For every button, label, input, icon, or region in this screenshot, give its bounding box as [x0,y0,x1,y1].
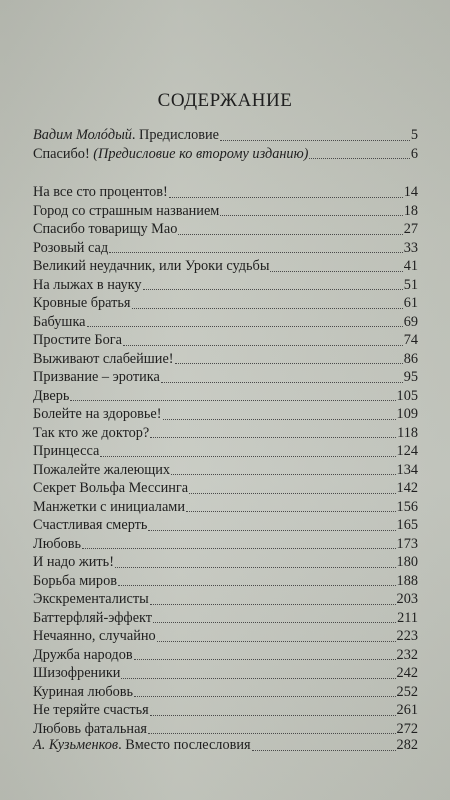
dot-leader [82,548,395,549]
toc-entry-page: 124 [396,443,418,459]
toc-entry-title: Любовь [33,535,82,552]
toc-entry-title: На лыжах в науку [33,276,142,293]
dot-leader [163,419,396,420]
dot-leader [178,234,402,235]
toc-entry-page: 74 [403,332,418,348]
toc-entry-page: 6 [410,145,418,162]
toc-entry-page: 61 [403,295,418,311]
toc-entry-page: 5 [410,127,418,143]
toc-entry-page: 180 [396,554,418,570]
toc-entry-title: Экскременталисты [33,591,149,607]
toc-entry [33,126,418,145]
toc-entry [33,442,418,461]
toc-entry-title: Спасибо! [33,145,94,162]
dot-leader [161,382,403,383]
toc-entry [33,683,418,702]
toc-entry [33,498,418,517]
dot-leader [189,493,395,494]
dot-leader [100,456,395,457]
toc-entry-page: 232 [396,646,418,663]
toc-entry [33,239,418,258]
toc-intro [33,126,418,163]
toc-entry [33,202,418,221]
toc-entry [33,424,418,443]
toc-entry-title: Болейте на здоровье! [33,406,162,422]
toc-entry-page: 203 [396,591,418,607]
toc-entry-page: 41 [403,258,418,274]
dot-leader [109,252,403,253]
toc-entry-page: 272 [396,720,418,737]
toc-entry-page: 142 [396,480,418,496]
toc-entry-title: . Предисловие [131,127,219,143]
toc-entry-label [33,145,308,164]
toc-entry-page: 105 [396,387,418,404]
toc-entry [33,220,418,239]
toc-entry-page: 27 [403,221,418,237]
toc-entry-author: А. Кузьменков [33,737,119,753]
toc-entry [33,609,418,628]
dot-leader [169,197,403,198]
toc-entry [33,461,418,480]
toc-entry-page: 134 [396,461,418,478]
dot-leader [121,678,395,679]
toc-entry-page: 173 [396,535,418,552]
toc-entry-title: Дверь [33,387,70,404]
toc-entry [33,516,418,535]
toc-entry [33,553,418,572]
toc-entry-title: Бабушка [33,313,86,330]
toc-entry-title: Розовый сад [33,239,109,256]
toc-entry-title: Выживают слабейшие! [33,350,174,367]
toc-entry-page: 33 [403,239,418,256]
dot-leader [252,750,396,751]
toc-entry-page: 109 [396,406,418,422]
toc-entry [33,535,418,554]
toc-entry-title: Шизофреники [33,665,121,681]
toc-entry [33,294,418,313]
toc-entry-author: Вадим Молóдый [33,127,132,143]
toc-main-list [33,183,418,738]
dot-leader [134,696,395,697]
toc-entry-page: 86 [403,350,418,367]
dot-leader [87,326,403,327]
toc-entry-page: 18 [403,202,418,219]
toc-entry [33,350,418,369]
toc-entry-page: 118 [397,424,418,441]
toc-entry [33,405,418,424]
toc-entry-title: Куриная любовь [33,683,134,700]
toc-entry-title: Так кто же доктор? [33,424,150,441]
dot-leader [148,733,396,734]
toc-entry [33,572,418,591]
toc-entry-page: 95 [403,369,418,385]
toc-entry [33,257,418,276]
toc-entry-title: Спасибо товарищу Мао [33,221,178,237]
toc-entry-title: Город со страшным названием [33,202,220,219]
dot-leader [115,567,396,568]
toc-entry-label [33,126,219,145]
toc-entry-title: На все сто процентов! [33,184,168,200]
toc-entry [33,701,418,720]
dot-leader [150,437,396,438]
toc-entry-title: И надо жить! [33,554,114,570]
toc-entry-title: Счастливая смерть [33,517,148,533]
toc-entry-title: Великий неудачник, или Уроки судьбы [33,258,270,274]
toc-entry-page: 156 [396,498,418,515]
toc-entry [33,387,418,406]
dot-leader [134,659,396,660]
dot-leader [132,308,403,309]
toc-entry-title: Не теряйте счастья [33,702,149,718]
dot-leader [123,345,403,346]
toc-entry-title: Борьба миров [33,572,117,589]
toc-entry-page: 261 [396,702,418,718]
toc-entry-title: Манжетки с инициалами [33,498,185,515]
dot-leader [148,530,395,531]
toc-entry-label [33,736,251,755]
toc-entry [33,276,418,295]
toc-entry-title: Кровные братья [33,295,131,311]
toc-entry [33,145,418,164]
toc-entry [33,479,418,498]
toc-entry [33,646,418,665]
dot-leader [150,604,396,605]
toc-entry-page: 14 [403,184,418,200]
toc-entry-title: Нечаянно, случайно [33,628,156,644]
toc-entry [33,627,418,646]
dot-leader [153,622,396,623]
toc-entry-page: 51 [403,276,418,293]
toc-entry-page: 282 [396,737,418,753]
toc-entry [33,368,418,387]
dot-leader [220,215,402,216]
toc-entry-page: 69 [403,313,418,330]
toc-entry-title: Секрет Вольфа Мессинга [33,480,189,496]
toc-entry-page: 223 [396,628,418,644]
toc-entry-title: Баттерфляй-эффект [33,609,153,626]
toc-entry-title: Простите Бога [33,332,122,348]
toc-entry-note: (Предисловие ко второму изданию) [93,145,309,162]
toc-entry-page: 165 [396,517,418,533]
dot-leader [309,158,409,159]
toc-entry-page: 211 [397,609,418,626]
toc-entry-title: Принцесса [33,443,100,459]
toc-entry-title: Любовь фатальная [33,720,148,737]
toc-entry [33,590,418,609]
toc-entry-title: Пожалейте жалеющих [33,461,171,478]
toc-entry [33,664,418,683]
dot-leader [70,400,395,401]
toc-entry-title: Призвание – эротика [33,369,160,385]
toc-entry-title: Дружба народов [33,646,133,663]
dot-leader [171,474,395,475]
dot-leader [150,715,396,716]
toc-entry [33,736,418,755]
dot-leader [220,140,410,141]
dot-leader [118,585,396,586]
page-title: СОДЕРЖАНИЕ [157,90,293,111]
toc-entry-title: . Вместо послесловия [118,737,251,753]
dot-leader [270,271,402,272]
toc-outro [33,736,418,755]
toc-entry [33,183,418,202]
toc-entry-page: 252 [396,683,418,700]
toc-entry-page: 188 [396,572,418,589]
dot-leader [157,641,396,642]
toc-entry [33,331,418,350]
toc-entry-page: 242 [396,665,418,681]
dot-leader [143,289,403,290]
dot-leader [186,511,396,512]
toc-entry [33,313,418,332]
dot-leader [175,363,403,364]
